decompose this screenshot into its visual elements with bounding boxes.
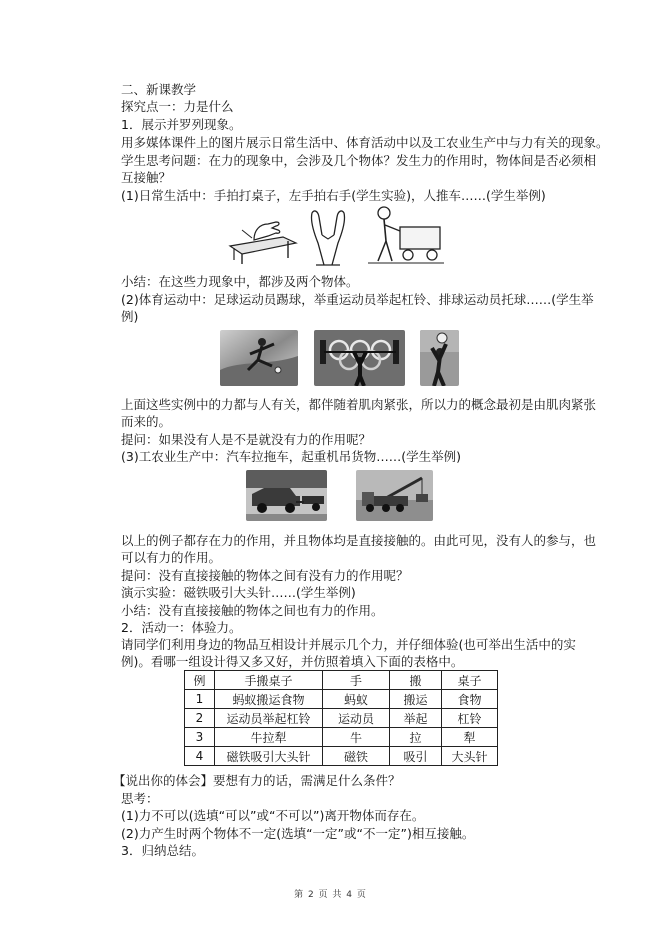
activity-line1: 请同学们利用身边的物品互相设计并展示几个力，并仔细体验(也可举出生活中的实 [121,637,576,652]
table-header-cell: 手 [323,671,390,690]
table-cell: 4 [185,747,215,766]
muscle-tension-line2: 而来的。 [121,414,172,429]
table-header-cell: 手搬桌子 [215,671,323,690]
person-pushing-cart-illustration [366,205,446,267]
table-cell: 吸引 [390,747,442,766]
paragraph-multimedia: 用多媒体课件上的图片展示日常生活中、体育活动中以及工农业生产中与力有关的现象。 [121,135,609,150]
paragraph-question-line2: 互接触？ [121,170,172,185]
activity-line2: 例)。看哪一组设计得又多又好，并仿照着填入下面的表格中。 [121,654,464,669]
table-cell: 牛 [323,728,390,747]
table-header-row [185,671,498,690]
table-cell: 蚂蚁搬运食物 [215,690,323,709]
question-non-contact: 提问：没有直接接触的物体之间有没有力的作用呢？ [121,568,409,583]
clapping-hands-illustration [300,207,356,267]
table-cell: 运动员举起杠铃 [215,709,323,728]
question-without-people: 提问：如果没有人是不是就没有力的作用呢？ [121,432,372,447]
force-examples-table [184,670,498,766]
weightlifter-olympic-rings-photo [314,330,405,386]
step-1: 1．展示并罗列现象。 [121,117,242,132]
answer-1: (1)力不可以(选填“可以”或“不可以”)离开物体而存在。 [121,808,425,823]
page-number-footer: 第 2 页 共 4 页 [294,890,367,900]
table-cell: 牛拉犁 [215,728,323,747]
daily-life-examples: (1)日常生活中：手拍打桌子，左手拍右手(学生实验)，人推车……(学生举例) [121,188,546,203]
table-cell: 拉 [390,728,442,747]
sports-examples-line1: (2)体育运动中：足球运动员踢球，举重运动员举起杠铃、排球运动员托球……(学生举 [121,292,594,307]
summary-non-contact: 小结：没有直接接触的物体之间也有力的作用。 [121,603,384,618]
step-3: 3．归纳总结。 [121,843,204,858]
table-cell: 磁铁吸引大头针 [215,747,323,766]
table-cell: 蚂蚁 [323,690,390,709]
table-cell: 磁铁 [323,747,390,766]
table-row [185,728,498,747]
share-experience: 【说出你的体会】要想有力的话，需满足什么条件？ [113,773,401,788]
table-cell: 3 [185,728,215,747]
industry-examples: (3)工农业生产中：汽车拉拖车，起重机吊货物……(学生举例) [121,449,461,464]
table-cell: 杠铃 [442,709,498,728]
paragraph-question-line1: 学生思考问题：在力的现象中，会涉及几个物体？发生力的作用时，物体间是否必须相 [121,153,597,168]
table-row [185,690,498,709]
inquiry-title: 探究点一：力是什么 [121,99,234,114]
table-cell: 2 [185,709,215,728]
demo-experiment: 演示实验：磁铁吸引大头针……(学生举例) [121,585,356,600]
football-player-kicking-photo [220,330,298,386]
step-2: 2．活动一：体验力。 [121,620,242,635]
table-header-cell: 例 [185,671,215,690]
crane-lifting-cargo-photo [356,470,433,521]
section-heading: 二、新课教学 [121,82,197,97]
car-towing-trailer-photo [246,470,327,521]
table-cell: 1 [185,690,215,709]
think-label: 思考： [121,791,159,806]
table-header-cell: 桌子 [442,671,498,690]
table-cell: 犁 [442,728,498,747]
volleyball-player-photo [420,330,459,386]
hand-slapping-table-illustration [228,210,298,265]
direct-contact-line1: 以上的例子都存在力的作用，并且物体均是直接接触的。由此可见，没有人的参与，也 [121,533,597,548]
table-cell: 大头针 [442,747,498,766]
table-row [185,747,498,766]
table-cell: 食物 [442,690,498,709]
table-cell: 运动员 [323,709,390,728]
muscle-tension-line1: 上面这些实例中的力都与人有关，都伴随着肌肉紧张，所以力的概念最初是由肌肉紧张 [121,397,597,412]
table-row [185,709,498,728]
sports-examples-line2: 例) [121,309,139,324]
table-cell: 搬运 [390,690,442,709]
table-cell: 举起 [390,709,442,728]
direct-contact-line2: 可以有力的作用。 [121,550,222,565]
answer-2: (2)力产生时两个物体不一定(选填“一定”或“不一定”)相互接触。 [121,826,475,841]
table-header-cell: 搬 [390,671,442,690]
summary-two-objects: 小结：在这些力现象中，都涉及两个物体。 [121,274,359,289]
